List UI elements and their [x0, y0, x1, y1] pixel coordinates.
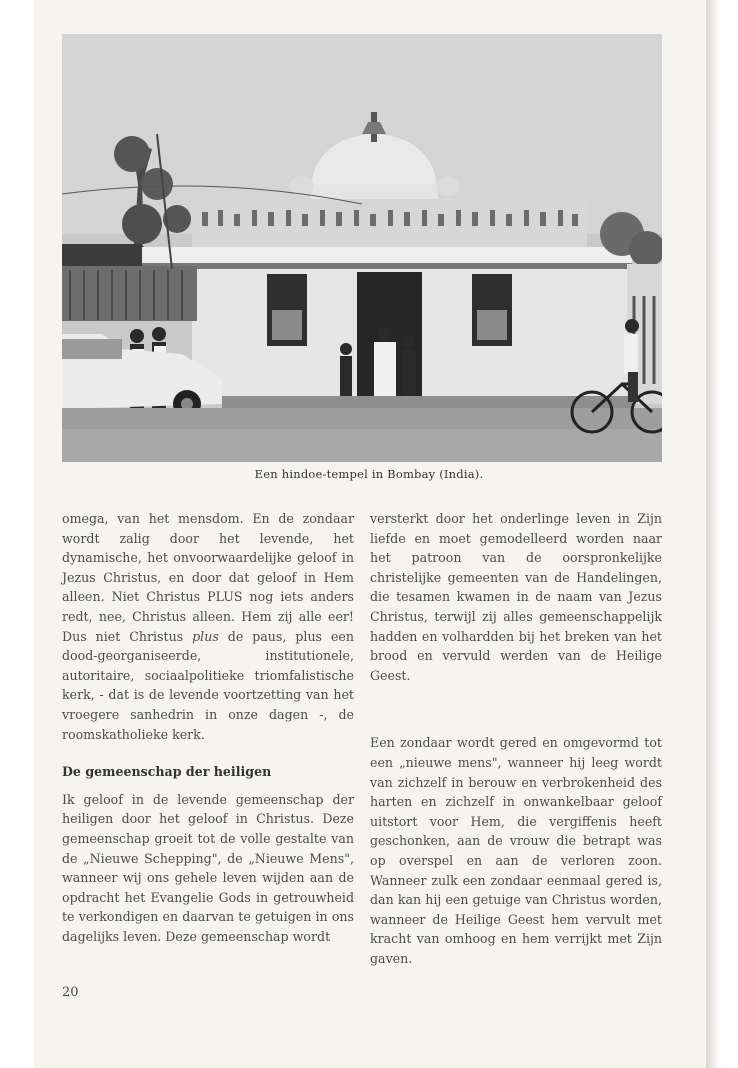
- section-heading: De gemeenschap der heiligen: [62, 764, 272, 780]
- temple-photo: [62, 34, 662, 462]
- photo-caption: Een hindoe-tempel in Bombay (India).: [254, 467, 484, 481]
- italic-plus: plus: [192, 628, 219, 644]
- right-paragraph-2: Een zondaar wordt gered en omgevormd tot een „nieuwe mens", wanneer hij leeg wordt van zichzelf in berouw en verbrokenheid des harten en zichzelf in onwankelbaar geloof uitstort voor Hem, die vergiffenis heeft geschonken, aan de vrouw die betrapt was op overspel en aan de verloren zoon. Wanneer zulk een zondaar eenmaal gered is, dan kan hij een getuige van Christus worden, wanneer de Heilige Geest hem vervult met kracht van omhoog en hem verrijkt met Zijn gaven.: [370, 735, 662, 966]
- left-paragraph-1-text-b: de paus, plus een dood-georganiseerde, institutionele, autoritaire, sociaalpolitieke triomfalistische kerk, - dat is de levende voortzetting van het vroegere sanhedrin in onze dagen -, de roomskatholieke kerk.: [62, 628, 354, 742]
- left-paragraph-2: Ik geloof in de levende gemeenschap der heiligen door het geloof in Christus. Deze gemeenschap groeit tot de volle gestalte van de „Nieuwe Schepping", de „Nieuwe Mens", wanneer wij ons gehele leven wijden aan de opdracht het Evangelie Gods in getrouwheid te verkondigen en daarvan te getuigen in ons dagelijks leven. Deze gemeenschap wordt: [62, 791, 354, 944]
- right-paragraph-1: versterkt door het onderlinge leven in Zijn liefde en moet gemodelleerd worden naar het patroon van de oorspronkelijke christelijke gemeenten van de Handelingen, die tesamen kwamen in de naam van Jezus Christus, terwijl zij alles gemeenschappelijk hadden en volhardden bij het breken van het brood en vervuld werden van de Heilige Geest.: [370, 511, 662, 683]
- left-paragraph-1: [62, 509, 354, 744]
- left-paragraph-1-text-a: omega, van het mensdom. En de zondaar wordt zalig door het levende, het dynamische, het onvoorwaardelijke geloof in Jezus Christus, en door dat geloof in Hem alleen. Niet Christus PLUS nog iets anders redt, nee, Christus alleen. Hem zij alle eer! Dus niet Christus: [62, 511, 354, 644]
- right-column: [370, 509, 662, 968]
- left-column: [62, 509, 354, 946]
- page-edge-shadow: [706, 0, 720, 1068]
- page-number: 20: [62, 985, 79, 1000]
